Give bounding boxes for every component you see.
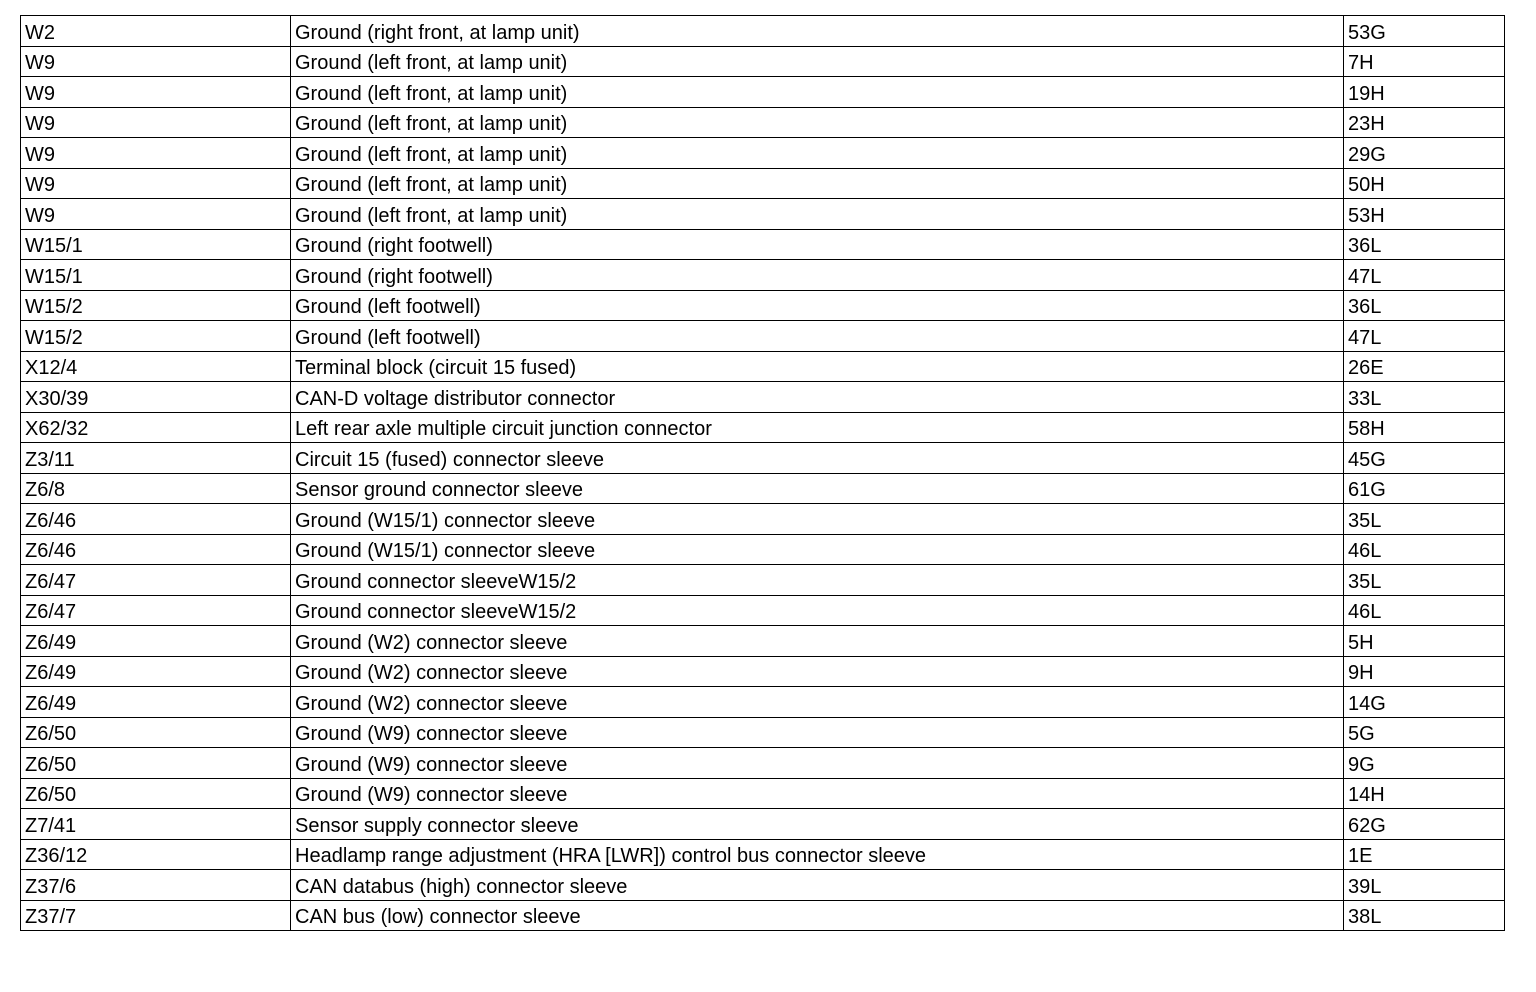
table-row	[21, 107, 1505, 138]
table-row	[21, 839, 1505, 870]
component-description: Ground (W15/1) connector sleeve	[291, 534, 1344, 565]
table-row	[21, 900, 1505, 931]
component-description: Terminal block (circuit 15 fused)	[291, 351, 1344, 382]
component-description: Ground (left front, at lamp unit)	[291, 107, 1344, 138]
grid-location: 35L	[1344, 504, 1505, 535]
component-code: Z7/41	[21, 809, 291, 840]
component-code: Z3/11	[21, 443, 291, 474]
grid-location: 1E	[1344, 839, 1505, 870]
component-description: Ground (left front, at lamp unit)	[291, 199, 1344, 230]
component-description: Ground connector sleeveW15/2	[291, 565, 1344, 596]
table-row	[21, 16, 1505, 47]
component-description: Left rear axle multiple circuit junction connector	[291, 412, 1344, 443]
grid-location: 19H	[1344, 77, 1505, 108]
grid-location: 36L	[1344, 290, 1505, 321]
component-description: Sensor ground connector sleeve	[291, 473, 1344, 504]
component-description: Ground (W9) connector sleeve	[291, 717, 1344, 748]
grid-location: 5G	[1344, 717, 1505, 748]
component-description: Ground (left front, at lamp unit)	[291, 138, 1344, 169]
grid-location: 45G	[1344, 443, 1505, 474]
grid-location: 9G	[1344, 748, 1505, 779]
component-code: W9	[21, 199, 291, 230]
component-code: Z36/12	[21, 839, 291, 870]
component-code: Z6/50	[21, 717, 291, 748]
table-row	[21, 626, 1505, 657]
component-legend-table	[20, 15, 1505, 931]
component-description: Ground (left footwell)	[291, 290, 1344, 321]
legend-table-body	[21, 16, 1505, 931]
table-row	[21, 717, 1505, 748]
component-description: Ground (left front, at lamp unit)	[291, 168, 1344, 199]
component-description: Sensor supply connector sleeve	[291, 809, 1344, 840]
component-description: Ground (left footwell)	[291, 321, 1344, 352]
table-row	[21, 199, 1505, 230]
component-description: Ground (W9) connector sleeve	[291, 778, 1344, 809]
table-row	[21, 290, 1505, 321]
grid-location: 39L	[1344, 870, 1505, 901]
grid-location: 62G	[1344, 809, 1505, 840]
component-description: Ground (W2) connector sleeve	[291, 626, 1344, 657]
table-row	[21, 534, 1505, 565]
grid-location: 61G	[1344, 473, 1505, 504]
table-row	[21, 870, 1505, 901]
grid-location: 47L	[1344, 260, 1505, 291]
component-description: Circuit 15 (fused) connector sleeve	[291, 443, 1344, 474]
table-row	[21, 168, 1505, 199]
grid-location: 35L	[1344, 565, 1505, 596]
component-code: Z6/49	[21, 687, 291, 718]
grid-location: 46L	[1344, 534, 1505, 565]
table-row	[21, 321, 1505, 352]
table-row	[21, 778, 1505, 809]
grid-location: 53H	[1344, 199, 1505, 230]
grid-location: 36L	[1344, 229, 1505, 260]
component-code: Z6/49	[21, 656, 291, 687]
table-row	[21, 412, 1505, 443]
table-row	[21, 260, 1505, 291]
component-description: Ground (W15/1) connector sleeve	[291, 504, 1344, 535]
table-row	[21, 229, 1505, 260]
grid-location: 26E	[1344, 351, 1505, 382]
component-code: W9	[21, 138, 291, 169]
component-code: Z6/46	[21, 534, 291, 565]
component-code: W9	[21, 46, 291, 77]
table-row	[21, 595, 1505, 626]
grid-location: 29G	[1344, 138, 1505, 169]
table-row	[21, 382, 1505, 413]
component-code: Z6/50	[21, 778, 291, 809]
table-row	[21, 46, 1505, 77]
component-description: CAN bus (low) connector sleeve	[291, 900, 1344, 931]
component-code: Z6/50	[21, 748, 291, 779]
table-row	[21, 443, 1505, 474]
component-code: Z6/49	[21, 626, 291, 657]
grid-location: 7H	[1344, 46, 1505, 77]
grid-location: 23H	[1344, 107, 1505, 138]
table-row	[21, 473, 1505, 504]
grid-location: 38L	[1344, 900, 1505, 931]
component-code: Z6/8	[21, 473, 291, 504]
component-description: Ground (W2) connector sleeve	[291, 687, 1344, 718]
grid-location: 14H	[1344, 778, 1505, 809]
grid-location: 14G	[1344, 687, 1505, 718]
component-code: W9	[21, 168, 291, 199]
component-code: W9	[21, 107, 291, 138]
component-code: W15/1	[21, 260, 291, 291]
grid-location: 33L	[1344, 382, 1505, 413]
component-description: Ground (right footwell)	[291, 260, 1344, 291]
component-description: Ground connector sleeveW15/2	[291, 595, 1344, 626]
component-code: W15/2	[21, 290, 291, 321]
grid-location: 46L	[1344, 595, 1505, 626]
component-description: Ground (left front, at lamp unit)	[291, 46, 1344, 77]
table-row	[21, 77, 1505, 108]
component-code: Z6/47	[21, 595, 291, 626]
grid-location: 50H	[1344, 168, 1505, 199]
component-description: Ground (right front, at lamp unit)	[291, 16, 1344, 47]
grid-location: 53G	[1344, 16, 1505, 47]
table-row	[21, 351, 1505, 382]
table-row	[21, 687, 1505, 718]
grid-location: 58H	[1344, 412, 1505, 443]
component-description: Ground (W2) connector sleeve	[291, 656, 1344, 687]
table-row	[21, 565, 1505, 596]
component-code: Z6/47	[21, 565, 291, 596]
component-description: Ground (W9) connector sleeve	[291, 748, 1344, 779]
component-description: Ground (left front, at lamp unit)	[291, 77, 1344, 108]
component-code: X12/4	[21, 351, 291, 382]
component-description: Ground (right footwell)	[291, 229, 1344, 260]
grid-location: 47L	[1344, 321, 1505, 352]
component-description: Headlamp range adjustment (HRA [LWR]) control bus connector sleeve	[291, 839, 1344, 870]
component-code: X30/39	[21, 382, 291, 413]
component-code: W2	[21, 16, 291, 47]
grid-location: 5H	[1344, 626, 1505, 657]
table-row	[21, 138, 1505, 169]
component-description: CAN databus (high) connector sleeve	[291, 870, 1344, 901]
table-row	[21, 748, 1505, 779]
component-code: Z6/46	[21, 504, 291, 535]
component-code: Z37/6	[21, 870, 291, 901]
component-code: Z37/7	[21, 900, 291, 931]
component-code: W15/1	[21, 229, 291, 260]
table-row	[21, 809, 1505, 840]
grid-location: 9H	[1344, 656, 1505, 687]
component-description: CAN-D voltage distributor connector	[291, 382, 1344, 413]
table-row	[21, 504, 1505, 535]
component-code: X62/32	[21, 412, 291, 443]
component-code: W15/2	[21, 321, 291, 352]
table-row	[21, 656, 1505, 687]
component-code: W9	[21, 77, 291, 108]
